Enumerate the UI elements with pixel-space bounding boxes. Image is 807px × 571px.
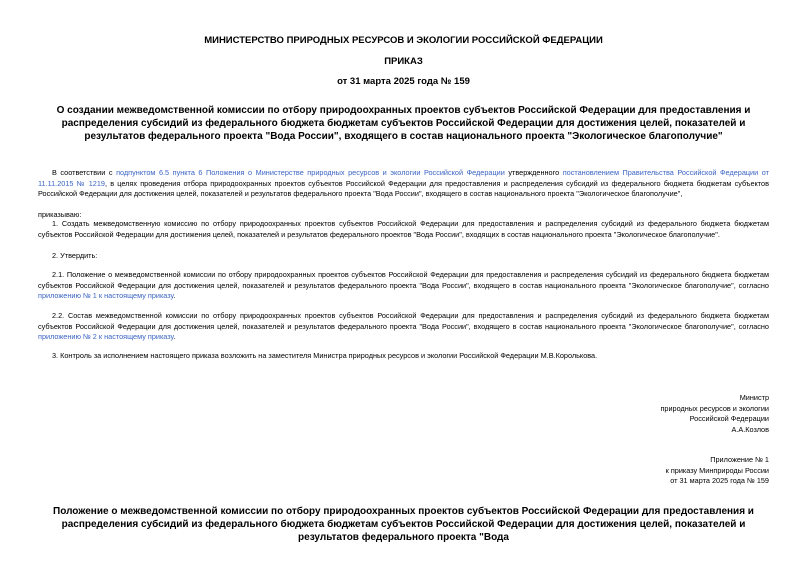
- preamble: [38, 168, 769, 200]
- link-appendix-2[interactable]: приложению № 2 к настоящему приказу: [38, 332, 174, 341]
- appendix-line-3: от 31 марта 2025 года № 159: [670, 476, 769, 485]
- item-2-1: [38, 270, 769, 302]
- doc-date-number: от 31 марта 2025 года № 159: [337, 76, 470, 87]
- ministry-header: МИНИСТЕРСТВО ПРИРОДНЫХ РЕСУРСОВ И ЭКОЛОГИИ РОССИЙСКОЙ ФЕДЕРАЦИИ: [204, 35, 603, 46]
- doc-type: ПРИКАЗ: [384, 56, 423, 67]
- link-appendix-1[interactable]: приложению № 1 к настоящему приказу: [38, 291, 174, 300]
- signature-line-4: А.А.Козлов: [731, 424, 769, 434]
- item-2: 2. Утвердить:: [52, 251, 98, 260]
- order-word: приказываю:: [38, 210, 82, 219]
- item-2-1-end: .: [173, 291, 176, 300]
- item-2-2-end: .: [173, 332, 176, 341]
- item-1: 1. Создать межведомственную комиссию по отбору природоохранных проектов субъектов Российской Федерации для предоставления и распределения субсидий из федерального бюджета бюджетам субъектов Российской Федерации для достижения целей, показателей и результатов федерального проектов "Вода России", входящих в состав национального проекта "Экологическое благополучие".: [38, 219, 769, 239]
- item-2-2: [38, 311, 769, 343]
- preamble-text-1: В соответствии с: [52, 168, 117, 177]
- appendix-line-1: Приложение № 1: [710, 455, 769, 464]
- link-government-decree[interactable]: постановлением Правительства Российской Федерации от 11.11.2015 № 1219: [38, 168, 769, 188]
- signature-line-3: Российской Федерации: [689, 414, 769, 423]
- link-regulation-point[interactable]: подпунктом 6.5 пункта 6 Положения о Министерстве природных ресурсов и экологии Российской Федерации: [116, 168, 505, 177]
- signature-block: [660, 393, 769, 435]
- appendix-line-2: к приказу Минприроды России: [665, 465, 769, 475]
- doc-title: О создании межведомственной комиссии по отбору природоохранных проектов субъектов Российской Федерации для предоставления и распределения субсидий из федерального бюджета бюджетам субъектов Российской Федерации для достижения целей, показателей и результатов федерального проекта "Вода России", входящего в состав национального проекта "Экологическое благополучие": [56, 105, 751, 142]
- appendix-title: Положение о межведомственной комиссии по отбору природоохранных проектов субъектов Российской Федерации для предоставления и распределения субсидий из федерального бюджета бюджетам субъектов Российской Федерации для достижения целей, показателей и результатов федерального проекта "Вода: [53, 506, 754, 543]
- item-3: 3. Контроль за исполнением настоящего приказа возложить на заместителя Министра природных ресурсов и экологии Российской Федерации М.В.Королькова.: [52, 351, 598, 360]
- item-2-2-text: 2.2. Состав межведомственной комиссии по отбору природоохранных проектов субъектов Российской Федерации для предоставления и распределения субсидий из федерального бюджета бюджетам субъектов Российской Федерации для достижения целей, показателей и результатов федерального проекта "Вода России", входящего в состав национального проекта "Экологическое благополучие", согласно: [38, 311, 769, 331]
- preamble-text-3: , в целях проведения отбора природоохранных проектов субъектов Российской Федерации для предоставления и распределения субсидий из федерального бюджета бюджетам субъектов Российской Федерации для достижения целей, показателей и результатов федерального проекта "Вода России", входящего в состав национального проекта "Экологическое благополучие",: [38, 178, 769, 198]
- appendix-header: [666, 455, 769, 487]
- signature-line-2: природных ресурсов и экологии: [660, 403, 769, 413]
- signature-line-1: Министр: [739, 393, 769, 402]
- preamble-text-2: утвержденного: [504, 168, 563, 177]
- item-2-1-text: 2.1. Положение о межведомственной комиссии по отбору природоохранных проектов субъектов Российской Федерации для предоставления и распределения субсидий из федерального бюджета бюджетам субъектов Российской Федерации для достижения целей, показателей и результатов федерального проекта "Вода России", входящего в состав национального проекта "Экологическое благополучие", согласно: [38, 270, 769, 290]
